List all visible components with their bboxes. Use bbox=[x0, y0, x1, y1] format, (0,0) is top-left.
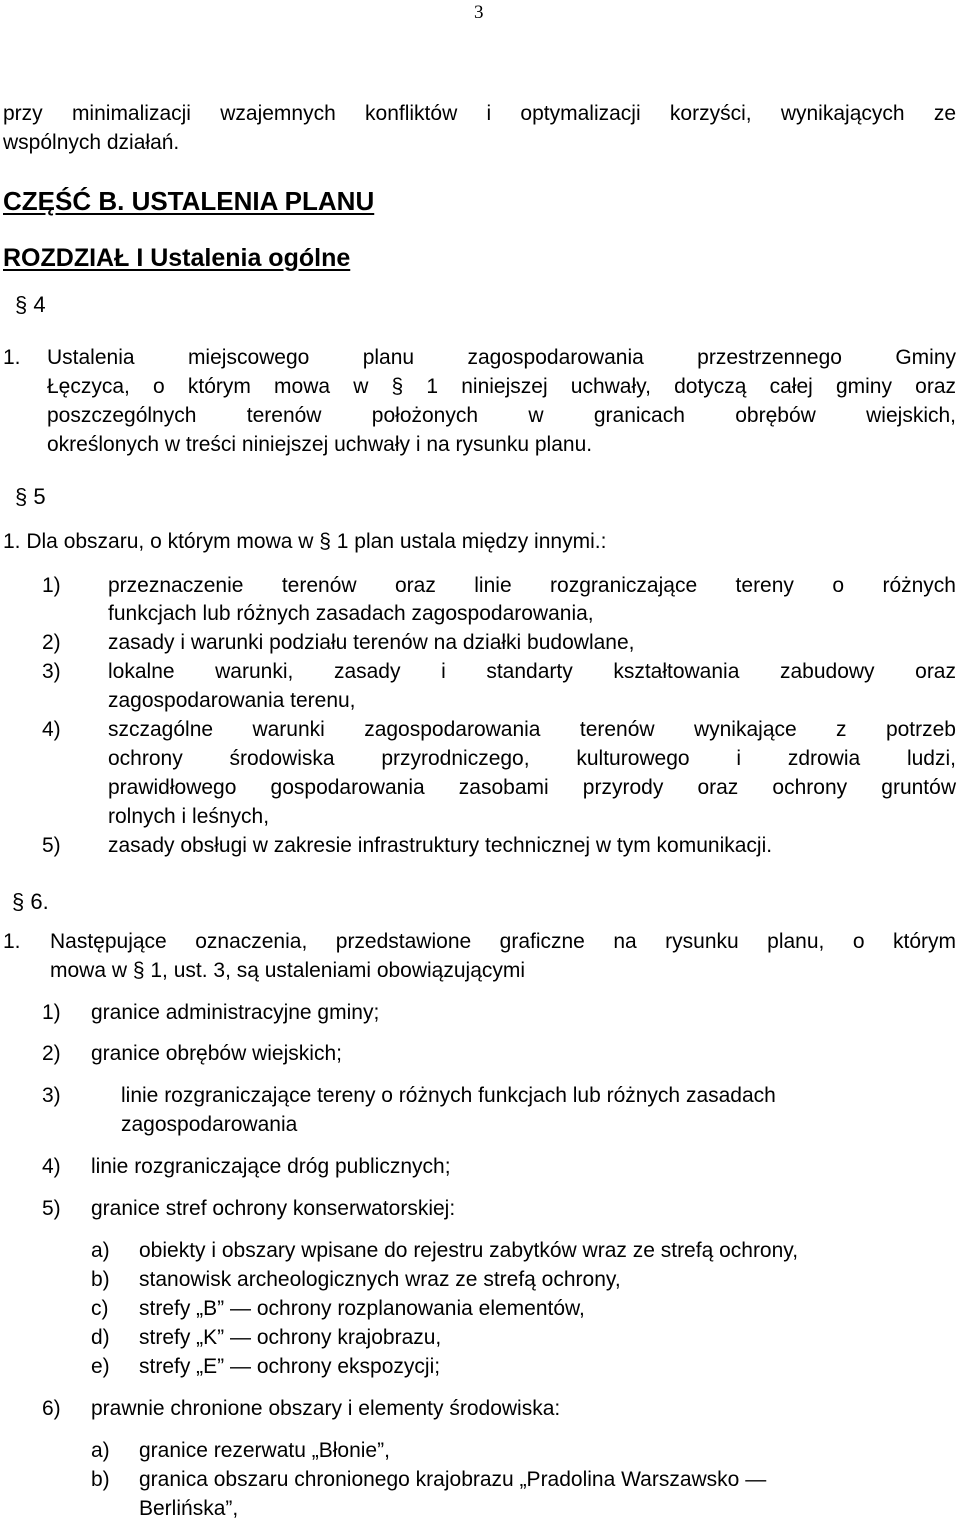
chapter-heading: ROZDZIAŁ I Ustalenia ogólne bbox=[3, 244, 351, 272]
paragraph-line: określonych w treści niniejszej uchwały i na rysunku planu. bbox=[47, 433, 593, 456]
sub-item-text: strefy „K” — ochrony krajobrazu, bbox=[139, 1326, 442, 1349]
paragraph-line: poszczególnych terenów położonych w granicach obrębów wiejskich, bbox=[47, 404, 956, 427]
part-heading: CZĘŚĆ B. USTALENIA PLANU bbox=[3, 186, 375, 216]
section-4-mark: § 4 bbox=[15, 292, 46, 317]
sub-item-text: obiekty i obszary wpisane do rejestru zabytków wraz ze strefą ochrony, bbox=[139, 1239, 799, 1262]
section-5-intro: 1. Dla obszaru, o którym mowa w § 1 plan ustala między innymi.: bbox=[3, 530, 607, 553]
item-line: zasady obsługi w zakresie infrastruktury technicznej w tym komunikacji. bbox=[108, 834, 773, 857]
paragraph-line: Ustalenia miejscowego planu zagospodarowania przestrzennego Gminy bbox=[47, 346, 956, 369]
item-text: granice administracyjne gminy; bbox=[91, 1001, 380, 1024]
item-number: 4) bbox=[42, 718, 61, 741]
item-text: linie rozgraniczające tereny o różnych funkcjach lub różnych zasadach bbox=[121, 1084, 776, 1107]
intro-line: przy minimalizacji wzajemnych konfliktów i optymalizacji korzyści, wynikających ze bbox=[3, 102, 956, 125]
item-line: zasady i warunki podziału terenów na działki budowlane, bbox=[108, 631, 635, 654]
item-line: funkcjach lub różnych zasadach zagospodarowania, bbox=[108, 602, 594, 625]
item-line: szczagólne warunki zagospodarowania terenów wynikające z potrzeb bbox=[108, 718, 956, 741]
item-line: prawidłowego gospodarowania zasobami przyrody oraz ochrony gruntów bbox=[108, 776, 956, 799]
sub-item-number: e) bbox=[91, 1355, 110, 1378]
item-number: 6) bbox=[42, 1397, 61, 1420]
section-4-num: 1. bbox=[3, 346, 21, 369]
item-line: ochrony środowiska przyrodniczego, kulturowego i zdrowia ludzi, bbox=[108, 747, 956, 770]
sub-item-number: c) bbox=[91, 1297, 109, 1320]
item-number: 5) bbox=[42, 1197, 61, 1220]
item-line: przeznaczenie terenów oraz linie rozgraniczające tereny o różnych bbox=[108, 574, 956, 597]
section-6-mark: § 6. bbox=[12, 889, 49, 914]
sub-item-text: Berlińska”, bbox=[139, 1497, 239, 1520]
item-text: granice obrębów wiejskich; bbox=[91, 1042, 342, 1065]
sub-item-text: strefy „B” — ochrony rozplanowania elementów, bbox=[139, 1297, 585, 1320]
item-text: linie rozgraniczające dróg publicznych; bbox=[91, 1155, 451, 1178]
sub-item-text: stanowisk archeologicznych wraz ze strefą ochrony, bbox=[139, 1268, 621, 1291]
item-text: zagospodarowania bbox=[121, 1113, 298, 1136]
item-number: 2) bbox=[42, 1042, 61, 1065]
sub-item-number: a) bbox=[91, 1439, 110, 1462]
paragraph-line: Łęczyca, o którym mowa w § 1 niniejszej uchwały, dotyczą całej gminy oraz bbox=[47, 375, 956, 398]
item-number: 3) bbox=[42, 660, 61, 683]
item-number: 3) bbox=[42, 1084, 61, 1107]
item-number: 2) bbox=[42, 631, 61, 654]
item-line: zagospodarowania terenu, bbox=[108, 689, 356, 712]
page-number: 3 bbox=[474, 2, 484, 23]
paragraph-line: mowa w § 1, ust. 3, są ustaleniami obowiązującymi bbox=[50, 959, 526, 982]
item-number: 4) bbox=[42, 1155, 61, 1178]
sub-item-number: b) bbox=[91, 1468, 110, 1491]
item-line: lokalne warunki, zasady i standarty kształtowania zabudowy oraz bbox=[108, 660, 956, 683]
sub-item-number: b) bbox=[91, 1268, 110, 1291]
item-number: 1) bbox=[42, 574, 61, 597]
intro-line: wspólnych działań. bbox=[3, 131, 180, 154]
section-6-num: 1. bbox=[3, 930, 21, 953]
item-text: prawnie chronione obszary i elementy środowiska: bbox=[91, 1397, 561, 1420]
sub-item-text: strefy „E” — ochrony ekspozycji; bbox=[139, 1355, 441, 1378]
item-number: 1) bbox=[42, 1001, 61, 1024]
item-number: 5) bbox=[42, 834, 61, 857]
sub-item-number: d) bbox=[91, 1326, 110, 1349]
section-5-mark: § 5 bbox=[15, 484, 46, 509]
paragraph-line: Następujące oznaczenia, przedstawione graficzne na rysunku planu, o którym bbox=[50, 930, 956, 953]
sub-item-text: granice rezerwatu „Błonie”, bbox=[139, 1439, 390, 1462]
item-text: granice stref ochrony konserwatorskiej: bbox=[91, 1197, 456, 1220]
sub-item-text: granica obszaru chronionego krajobrazu „Pradolina Warszawsko — bbox=[139, 1468, 767, 1491]
item-line: rolnych i leśnych, bbox=[108, 805, 270, 828]
sub-item-number: a) bbox=[91, 1239, 110, 1262]
